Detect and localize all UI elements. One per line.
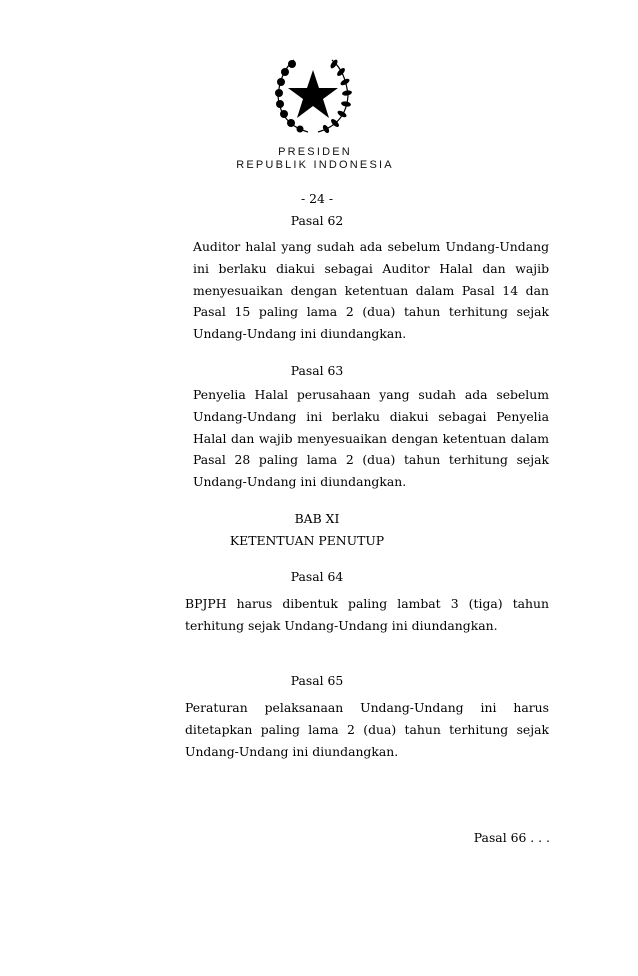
letterhead-subtitle: REPUBLIK INDONESIA <box>236 159 394 171</box>
garuda-star-emblem-icon <box>268 52 358 138</box>
pasal-64-heading: Pasal 64 <box>290 569 344 584</box>
pasal-62-heading: Pasal 62 <box>290 213 344 228</box>
continuation-marker: Pasal 66 . . . <box>473 830 550 845</box>
pasal-64-text: BPJPH harus dibentuk paling lambat 3 (tiga) tahun terhitung sejak Undang-Undang ini diundangkan. <box>185 596 549 633</box>
bab-number: BAB XI <box>294 511 340 526</box>
page-number: - 24 - <box>300 191 334 206</box>
pasal-65-text: Peraturan pelaksanaan Undang-Undang ini harus ditetapkan paling lama 2 (dua) tahun terhitung sejak Undang-Undang ini diundangkan. <box>185 700 549 759</box>
pasal-62-text: Auditor halal yang sudah ada sebelum Undang-Undang ini berlaku diakui sebagai Auditor Halal dan wajib menyesuaikan dengan ketentuan dalam Pasal 14 dan Pasal 15 paling lama 2 (dua) tahun terhitung sejak Undang-Undang ini diundangkan. <box>193 239 549 342</box>
bab-title: KETENTUAN PENUTUP <box>229 533 385 548</box>
letterhead-title: PRESIDEN <box>278 146 352 158</box>
pasal-63-heading: Pasal 63 <box>290 363 344 378</box>
pasal-65-heading: Pasal 65 <box>290 673 344 688</box>
pasal-63-text: Penyelia Halal perusahaan yang sudah ada sebelum Undang-Undang ini berlaku diakui sebagai Penyelia Halal dan wajib menyesuaikan dengan ketentuan dalam Pasal 28 paling lama 2 (dua) tahun terhitung sejak Undang-Undang ini diundangkan. <box>193 387 549 490</box>
